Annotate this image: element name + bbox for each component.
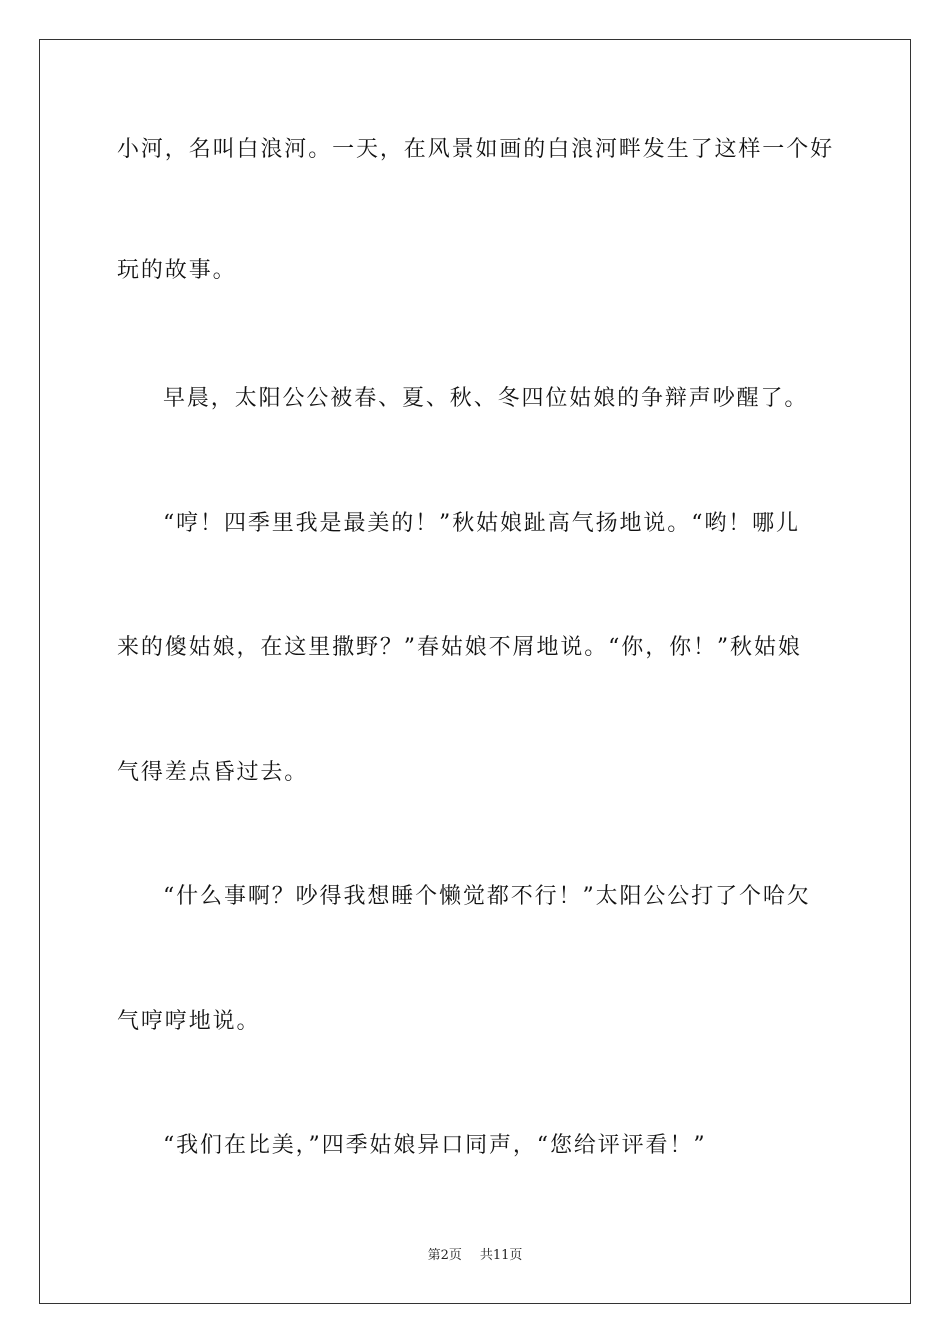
text-line-1: 小河，名叫白浪河。一天，在风景如画的白浪河畔发生了这样一个好 bbox=[117, 137, 835, 162]
paragraph-4-line-3: 气得差点昏过去。 bbox=[117, 760, 309, 785]
page-footer bbox=[0, 1248, 950, 1264]
text-line-2: 玩的故事。 bbox=[117, 258, 237, 283]
paragraph-4-line-2: 来的傻姑娘，在这里撒野？”春姑娘不屑地说。“你，你！”秋姑娘 bbox=[117, 635, 802, 660]
paragraph-5-line-1: “什么事啊？吵得我想睡个懒觉都不行！”太阳公公打了个哈欠 bbox=[163, 884, 811, 909]
paragraph-3-line-1: 早晨，太阳公公被春、夏、秋、冬四位姑娘的争辩声吵醒了。 bbox=[163, 386, 809, 411]
paragraph-6-line-1: “我们在比美，”四季姑娘异口同声，“您给评评看！” bbox=[163, 1133, 707, 1158]
paragraph-5-line-2: 气哼哼地说。 bbox=[117, 1009, 261, 1034]
total-pages: 共11页 bbox=[479, 1248, 523, 1263]
paragraph-4-line-1: “哼！四季里我是最美的！”秋姑娘趾高气扬地说。“哟！哪儿 bbox=[163, 511, 800, 536]
page-number: 第2页 bbox=[427, 1248, 462, 1263]
page-border bbox=[39, 39, 911, 1304]
